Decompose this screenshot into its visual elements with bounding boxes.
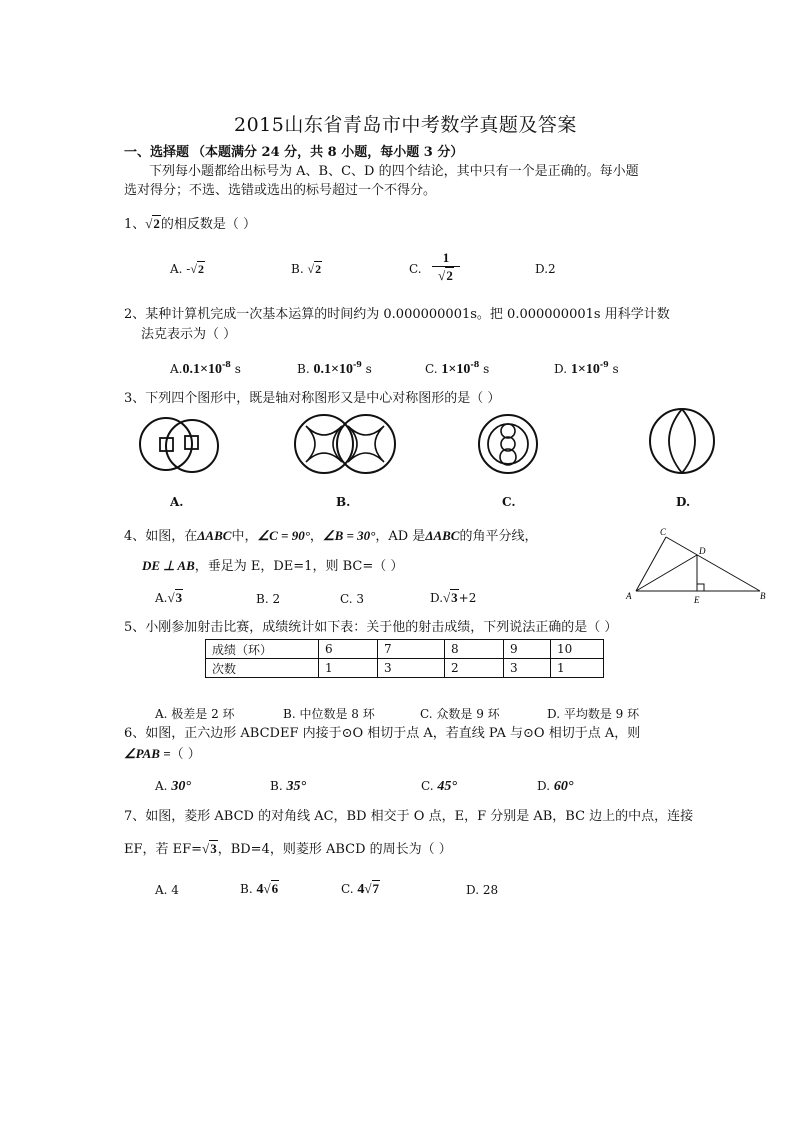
q4-option-d-tail: +2 (458, 591, 477, 605)
q2-option-b-unit: s (365, 362, 372, 376)
q4-text-3: ，AD 是 (375, 529, 426, 544)
q2-option-a (170, 359, 241, 378)
section-note: （本题满分 24 分，共 8 小题，每小题 3 分） (192, 145, 464, 160)
q2-option-a-exponent: -8 (221, 359, 231, 369)
q1-option-b-label: B. (291, 262, 304, 276)
q4-triangle-figure (622, 523, 772, 607)
q4-angle-c: ∠C = 90° (257, 528, 310, 543)
q1-option-b (291, 262, 322, 277)
table-cell: 3 (378, 659, 445, 678)
q4-triangle-2: ΔABC (425, 528, 460, 543)
q1-number: 1、 (124, 217, 146, 232)
q2-option-b-value: 0.1×10 (313, 362, 353, 377)
q2-option-c (425, 359, 489, 378)
q6-tail: （ ） (170, 747, 201, 762)
q5-option-c: C. 众数是 9 环 (420, 707, 500, 721)
q7-option-a: A. 4 (155, 883, 179, 897)
q1-option-c-label: C. (409, 262, 422, 276)
q1-radicand: 2 (153, 216, 160, 231)
q2-option-a-unit: s (234, 362, 241, 376)
q4-option-a (155, 590, 183, 606)
q7-stem-line1: 7、如图，菱形 ABCD 的对角线 AC，BD 相交于 O 点，E，F 分别是 AB，BC 边上的中点，连接 (124, 809, 694, 824)
q4-option-a-label: A. (155, 591, 168, 605)
table-row (206, 640, 604, 659)
q7-option-d: D. 28 (466, 883, 499, 897)
page-title: 2015山东省青岛市中考数学真题及答案 (234, 114, 577, 136)
q3-label-b: B. (336, 495, 351, 509)
q2-option-c-unit: s (483, 362, 490, 376)
q4-text-4: 的角平分线， (459, 529, 538, 544)
q6-option-a (155, 779, 191, 795)
q1-option-a-label: A. - (170, 262, 191, 276)
q4-text-1: 4、如图，在 (124, 529, 198, 544)
q2-option-a-value: 0.1×10 (182, 362, 222, 377)
q5-option-d: D. 平均数是 9 环 (547, 707, 640, 721)
q3-figure-c (476, 406, 540, 478)
q7-stem-line2 (124, 840, 452, 859)
table-cell: 2 (445, 659, 504, 678)
q5-option-b: B. 中位数是 8 环 (283, 707, 375, 721)
q2-option-d-value: 1×10 (570, 362, 600, 377)
q6-stem-line1: 6、如图，正六边形 ABCDEF 内接于⊙O 相切于点 A，若直线 PA 与⊙O 相切于点 A，则 (124, 726, 641, 741)
q4-segment-ad (636, 555, 697, 591)
q3-label-a: A. (170, 495, 184, 509)
q6-option-c (421, 779, 457, 795)
q2-option-d-unit: s (612, 362, 619, 376)
q1-option-b-radicand: 2 (315, 262, 322, 276)
q6-option-a-label: A. (155, 779, 168, 793)
q7-option-b-radicand: 6 (271, 881, 279, 896)
q3-figure-b (294, 408, 398, 480)
q2-option-c-value: 1×10 (441, 362, 471, 377)
q2-option-b (297, 359, 372, 378)
q3-figure-d (644, 404, 720, 478)
q7-option-b-label: B. (240, 882, 253, 896)
section-label: 一、选择题 (124, 145, 190, 160)
q4-option-c: C. 3 (340, 592, 365, 606)
table-cell: 7 (378, 640, 445, 659)
q3-figure-a (136, 412, 228, 480)
q4-side-ac (636, 537, 666, 591)
q2-option-d-label: D. (554, 362, 568, 376)
table-cell: 1 (551, 659, 604, 678)
q4-angle-b: ∠B = 30° (322, 528, 376, 543)
q7-option-b-sqrt: √6 (263, 881, 279, 896)
q4-text-5: ，垂足为 E，DE=1，则 BC=（ ） (194, 559, 404, 574)
q4-triangle: ΔABC (197, 528, 232, 543)
table-cell: 8 (445, 640, 504, 659)
q4-label-a: A (626, 591, 632, 601)
q6-option-d-value: 60° (553, 779, 574, 794)
q4-right-angle-mark (697, 584, 704, 591)
q6-stem-line2 (124, 745, 201, 764)
q3-d-right-arc (682, 409, 695, 473)
q1-option-b-sqrt: √2 (307, 262, 322, 276)
table-cell: 6 (319, 640, 378, 659)
table-cell: 成绩（环） (206, 640, 319, 659)
q3-c-small-circle-1 (501, 424, 515, 438)
q7-option-c-sqrt: √7 (364, 881, 380, 896)
q3-label-c: C. (502, 495, 516, 509)
q2-option-b-label: B. (297, 362, 310, 376)
q6-option-b (270, 779, 306, 795)
q5-stem: 5、小刚参加射击比赛，成绩统计如下表：关于他的射击成绩，下列说法正确的是（ ） (124, 620, 618, 635)
q3-label-d: D. (676, 495, 691, 509)
q1-option-a-radicand: 2 (197, 262, 204, 276)
q4-label-d: D (699, 546, 706, 556)
table-cell: 1 (319, 659, 378, 678)
q3-d-left-arc (669, 409, 682, 473)
q7-text-b: ，BD=4，则菱形 ABCD 的周长为（ ） (217, 842, 452, 857)
q2-option-a-label: A. (170, 362, 183, 376)
q2-option-c-label: C. (425, 362, 438, 376)
q4-side-cb (666, 537, 760, 591)
section-intro-line2: 选对得分；不选、选错或选出的标号超过一个不得分。 (124, 183, 437, 198)
q7-option-b-coef: 4 (256, 882, 264, 897)
q3-b-right-circle (337, 415, 395, 473)
table-row (206, 659, 604, 678)
q4-option-a-radicand: 3 (175, 590, 183, 605)
q6-option-c-value: 45° (437, 779, 458, 794)
q6-angle: ∠PAB = (124, 746, 171, 761)
q2-option-d-exponent: -9 (599, 359, 609, 369)
q5-option-a: A. 极差是 2 环 (155, 707, 235, 721)
q7-text-a: EF，若 EF= (124, 842, 203, 857)
q1-option-a (170, 262, 205, 277)
q4-stem-line2 (142, 557, 403, 576)
q6-option-c-label: C. (421, 779, 434, 793)
q7-radicand: 3 (210, 841, 217, 856)
q1-option-c-radicand: 2 (446, 268, 453, 283)
q7-option-c (341, 881, 380, 898)
q4-perpendicular: DE ⊥ AB (142, 558, 195, 573)
q6-option-a-value: 30° (171, 779, 191, 794)
q2-option-c-exponent: -8 (470, 359, 480, 369)
q4-option-a-sqrt: √3 (167, 590, 183, 605)
table-cell: 10 (551, 640, 604, 659)
q4-option-d-sqrt: √3 (443, 590, 458, 605)
q6-option-b-label: B. (270, 779, 283, 793)
q1-option-a-sqrt: √2 (190, 262, 204, 276)
q4-label-b: B (760, 591, 766, 601)
q1-option-d: D.2 (535, 262, 556, 276)
q4-option-d-label: D. (430, 591, 444, 605)
q2-option-b-exponent: -9 (352, 359, 362, 369)
table-cell: 9 (504, 640, 551, 659)
table-cell: 次数 (206, 659, 319, 678)
q3-c-middle-circle (488, 424, 528, 464)
q4-stem-line1 (124, 527, 538, 546)
q5-score-table (205, 639, 604, 678)
q1-text: 的相反数是（ ） (160, 217, 257, 232)
q3-stem: 3、下列四个图形中，既是轴对称图形又是中心对称图形的是（ ） (124, 391, 501, 406)
q3-d-outer-circle (650, 409, 714, 473)
q7-sqrt: √3 (202, 841, 217, 856)
q6-option-b-value: 35° (286, 779, 307, 794)
q6-option-d-label: D. (537, 779, 551, 793)
q4-comma: ， (309, 529, 323, 544)
q4-text-2: 中， (231, 529, 258, 544)
q4-option-b: B. 2 (256, 592, 281, 606)
q1-sqrt: √2 (145, 216, 160, 231)
section-intro-line1: 下列每小题都给出标号为 A、B、C、D 的四个结论，其中只有一个是正确的。每小题 (149, 164, 639, 179)
q4-option-d (430, 590, 476, 606)
q2-stem-line2: 法克表示为（ ） (141, 327, 237, 342)
q1-option-c-fraction (432, 250, 460, 285)
q7-option-c-coef: 4 (357, 882, 365, 897)
q4-label-e: E (694, 595, 700, 605)
q7-option-b (240, 881, 279, 898)
q4-label-c: C (660, 527, 667, 537)
q1-option-c-numerator: 1 (432, 250, 460, 267)
q7-option-c-label: C. (341, 882, 354, 896)
q6-option-d (537, 779, 573, 795)
q7-option-c-radicand: 7 (372, 881, 380, 896)
q1-stem (124, 215, 256, 234)
q4-option-d-radicand: 3 (451, 590, 458, 605)
table-cell: 3 (504, 659, 551, 678)
q1-option-c-denominator: √2 (438, 268, 453, 283)
q2-option-d (554, 359, 619, 378)
q2-stem-line1: 2、某种计算机完成一次基本运算的时间约为 0.000000001s。把 0.000000001s 用科学计数 (124, 307, 670, 322)
